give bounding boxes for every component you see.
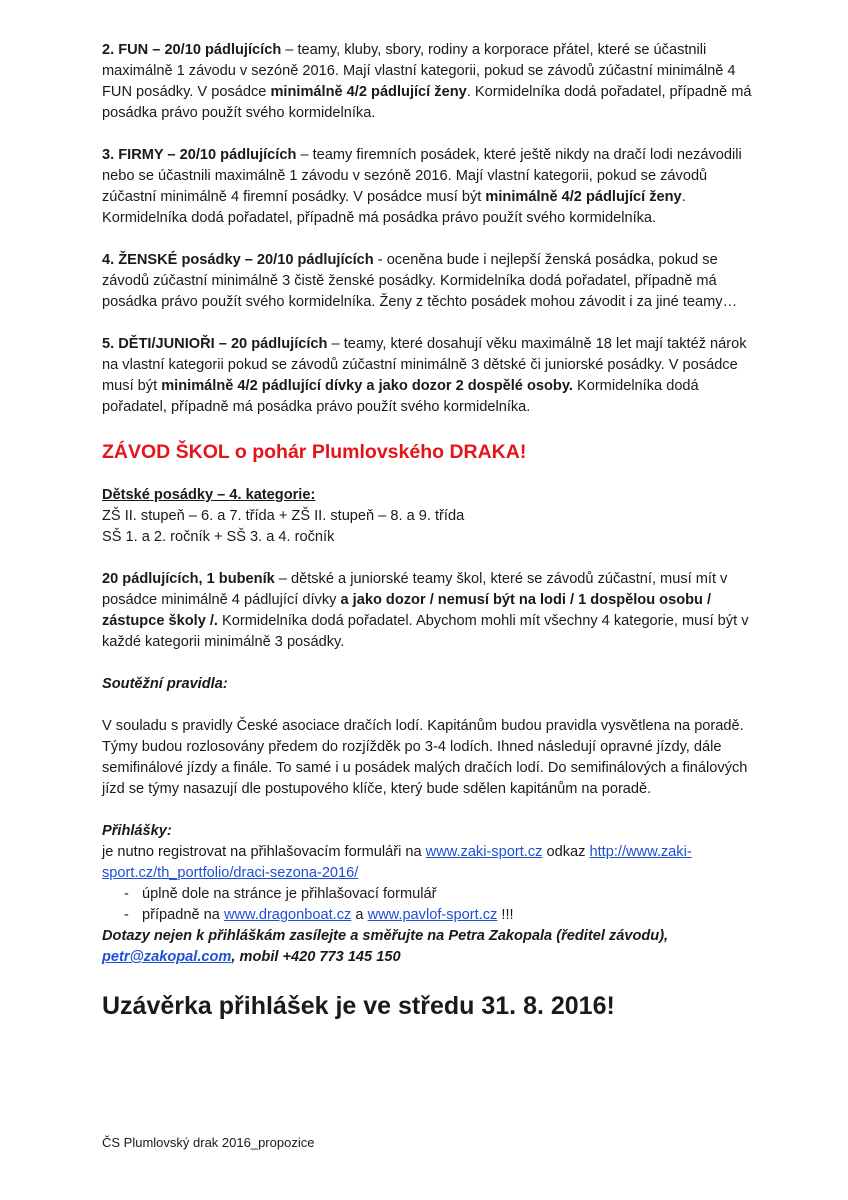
page-footer: ČS Plumlovský drak 2016_propozice xyxy=(102,1135,315,1150)
rules-heading: Soutěžní pravidla: xyxy=(102,676,228,692)
category-fun xyxy=(102,40,752,124)
registration-bullet-2-mid: a xyxy=(351,907,368,923)
category-fun-title: 2. FUN – 20/10 pádlujících xyxy=(102,42,282,58)
registration-text-2: odkaz xyxy=(542,844,590,860)
category-fun-text: – teamy, kluby, sbory, rodiny a korporace přátel, které se účastnili maximálně 1 závodu v sezóně 2016. Mají vlastní kategorii, pokud se závodů zúčastní minimálně 4 FUN posádky. V posádce xyxy=(102,42,736,100)
zaki-sport-link[interactable]: www.zaki-sport.cz xyxy=(425,844,543,860)
registration-heading: Přihlášky: xyxy=(102,823,172,839)
email-link[interactable]: petr@zakopal.com xyxy=(102,949,232,965)
category-firmy xyxy=(102,145,752,229)
category-deti xyxy=(102,334,752,418)
school-paragraph-bold-2: a jako dozor / nemusí být na lodi / 1 dospělou osobu / zástupce školy /. xyxy=(102,592,712,629)
registration-bullet-2 xyxy=(126,905,752,926)
category-firmy-bold: minimálně 4/2 pádlující ženy xyxy=(485,189,682,205)
category-fun-bold: minimálně 4/2 pádlující ženy xyxy=(270,84,467,100)
dragonboat-link[interactable]: www.dragonboat.cz xyxy=(223,907,352,923)
school-subheading-text: Dětské posádky – 4. kategorie: xyxy=(102,487,316,503)
rules-text: V souladu s pravidly České asociace dračích lodí. Kapitánům budou pravidla vysvětlena na poradě. Týmy budou rozlosovány předem do rozjížděk po 3-4 lodích. Ihned následují opravné jízdy, dále semifinálové jízdy a finále. To samé i u posádek malých dračích lodí. Do semifinálových a finálových jízd se týmy nasazují dle postupového klíče, který bude sdělen kapitánům na poradě. xyxy=(102,718,748,797)
category-zenske-text: - oceněna bude i nejlepší ženská posádka, pokud se závodů zúčastní minimálně 3 čistě ženské posádky. Kormidelníka dodá pořadatel, případně má posádka právo použít svého kormidelníka. Ženy z těchto posádek mohou závodit i za jiné teamy… xyxy=(102,252,738,310)
school-subheading xyxy=(102,485,752,506)
category-firmy-text: – teamy firemních posádek, které ještě nikdy na dračí lodi nezávodili nebo se účastnili maximálně 1 závodu v sezóně 2016. Mají vlastní kategorii, pokud se závodů zúčastní minimálně 4 firemní posádky. V posádce musí být xyxy=(102,147,742,205)
deadline-heading: Uzávěrka přihlášek je ve středu 31. 8. 2016! xyxy=(102,992,615,1020)
pavlof-sport-link[interactable]: www.pavlof-sport.cz xyxy=(367,907,498,923)
registration-bullet-2-pre: případně na xyxy=(142,907,224,923)
school-paragraph-text-2: Kormidelníka dodá pořadatel. Abychom mohli mít všechny 4 kategorie, musí být v každé kategorii minimálně 3 posádky. xyxy=(102,613,749,650)
school-line-1: ZŠ II. stupeň – 6. a 7. třída + ZŠ II. stupeň – 8. a 9. třída xyxy=(102,508,465,524)
category-deti-bold: minimálně 4/2 pádlující dívky a jako dozor 2 dospělé osoby. xyxy=(161,378,573,394)
school-paragraph xyxy=(102,569,752,653)
registration-text xyxy=(102,842,752,884)
zaki-sport-portfolio-link[interactable]: http://www.zaki-sport.cz/th_portfolio/draci-sezona-2016/ xyxy=(102,844,692,881)
contact-text-1: Dotazy nejen k přihláškám zasílejte a směřujte na Petra Zakopala (ředitel závodu), xyxy=(102,928,669,944)
school-paragraph-text-1: – dětské a juniorské teamy škol, které se závodů zúčastní, musí mít v posádce minimálně 4 pádlující dívky xyxy=(102,571,728,608)
registration-list xyxy=(102,884,752,926)
document-body xyxy=(102,40,752,1022)
contact-paragraph xyxy=(102,926,752,968)
category-firmy-title: 3. FIRMY – 20/10 pádlujících xyxy=(102,147,297,163)
category-deti-text-end: Kormidelníka dodá pořadatel, případně má posádka právo použít svého kormidelníka. xyxy=(102,378,699,415)
category-deti-title: 5. DĚTI/JUNIOŘI – 20 pádlujících xyxy=(102,336,328,352)
category-zenske xyxy=(102,250,752,313)
school-paragraph-bold-1: 20 pádlujících, 1 bubeník xyxy=(102,571,275,587)
registration-text-1: je nutno registrovat na přihlašovacím formuláři na xyxy=(102,844,426,860)
category-zenske-title: 4. ŽENSKÉ posádky – 20/10 pádlujících xyxy=(102,252,374,268)
category-deti-text: – teamy, které dosahují věku maximálně 18 let mají taktéž nárok na vlastní kategorii pokud se závodů zúčastní minimálně 3 dětské či juniorské posádky. V posádce musí být xyxy=(102,336,747,394)
category-fun-text-end: . Kormidelníka dodá pořadatel, případně má posádka právo použít svého kormidelníka. xyxy=(102,84,752,121)
category-firmy-text-end: . Kormidelníka dodá pořadatel, případně má posádka právo použít svého kormidelníka. xyxy=(102,189,686,226)
registration-bullet-2-post: !!! xyxy=(497,907,514,923)
school-race-heading: ZÁVOD ŠKOL o pohár Plumlovského DRAKA! xyxy=(102,441,527,463)
contact-text-2: , mobil +420 773 145 150 xyxy=(231,949,401,965)
school-line-2: SŠ 1. a 2. ročník + SŠ 3. a 4. ročník xyxy=(102,529,335,545)
registration-bullet-1: - úplně dole na stránce je přihlašovací formulář xyxy=(126,884,752,905)
